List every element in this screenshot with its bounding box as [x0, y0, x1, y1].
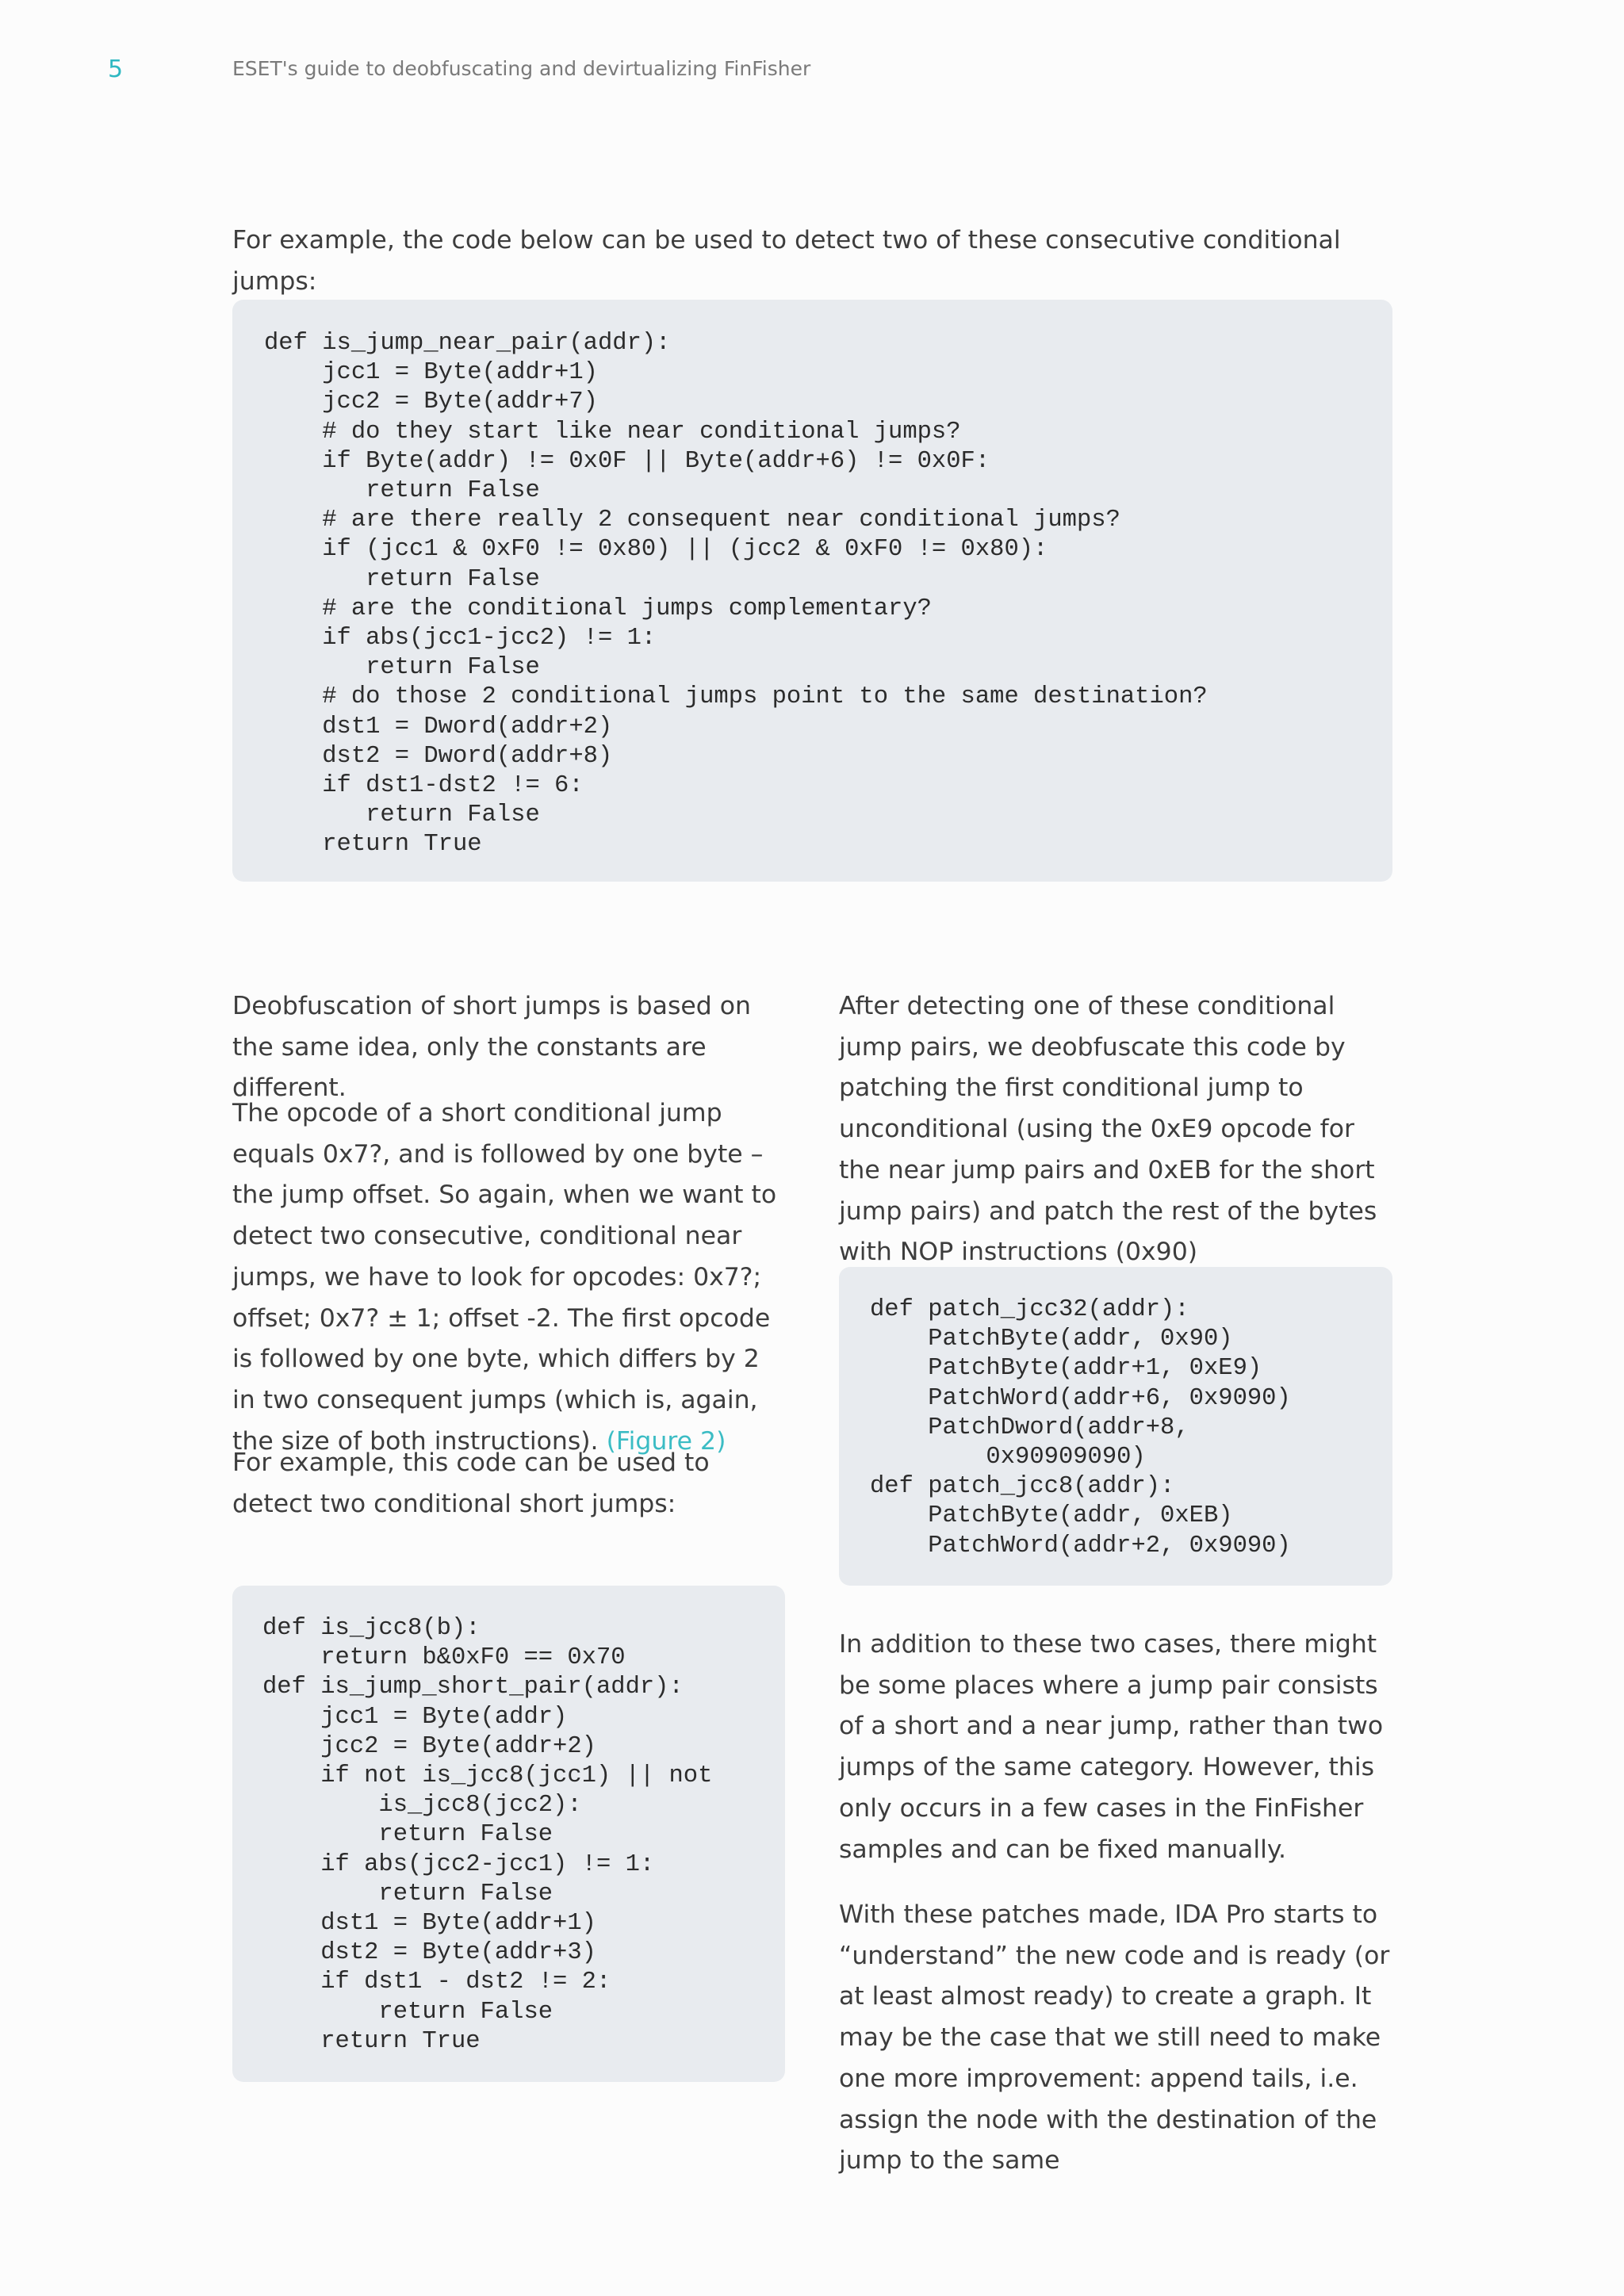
left-paragraph-1: Deobfuscation of short jumps is based on the same idea, only the constants are different. — [232, 992, 752, 1103]
code-line: return b&0xF0 == 0x70 — [262, 1644, 626, 1672]
code-line: return True — [262, 2027, 481, 2055]
code-line: PatchDword(addr+8, — [870, 1414, 1189, 1441]
left-paragraph-2 — [232, 1093, 787, 1462]
code-line: is_jcc8(jcc2): — [262, 1792, 582, 1820]
left-paragraph-3: For example, this code can be used to detect two conditional short jumps: — [232, 1448, 710, 1518]
code-line: dst1 = Dword(addr+2) — [264, 713, 613, 740]
code-line: dst2 = Dword(addr+8) — [264, 742, 613, 770]
code-block-near-pair — [232, 300, 1392, 882]
code-line: def is_jcc8(b): — [262, 1615, 481, 1642]
code-block-short-pair — [232, 1586, 785, 2082]
code-line: def is_jump_near_pair(addr): — [264, 330, 671, 357]
page-number: 5 — [108, 55, 124, 83]
code-near-pair — [264, 329, 1361, 860]
intro-paragraph: For example, the code below can be used to detect two of these consecutive conditional jumps: — [232, 226, 1341, 296]
code-line: PatchByte(addr+1, 0xE9) — [870, 1355, 1262, 1383]
code-line: if (jcc1 & 0xF0 != 0x80) || (jcc2 & 0xF0 != 0x80): — [264, 536, 1048, 564]
right-paragraph-3: With these patches made, IDA Pro starts to “understand” the new code and is ready (or at least almost ready) to create a graph. It may be the case that we still need to make one more improvement: append tails, i.e. assign the node with the destination of the jump to the same — [839, 1900, 1390, 2175]
code-line: PatchByte(addr, 0x90) — [870, 1326, 1233, 1353]
right-paragraph-2: In addition to these two cases, there might be some places where a jump pair consists of a short and a near jump, rather than two jumps of the same category. However, this only occurs in a few cases in the FinFisher samples and can be fixed manually. — [839, 1630, 1384, 1864]
code-line: jcc1 = Byte(addr+1) — [264, 359, 598, 387]
code-line: return False — [262, 1998, 553, 2026]
code-line: PatchByte(addr, 0xEB) — [870, 1502, 1233, 1530]
code-line: jcc2 = Byte(addr+7) — [264, 388, 598, 416]
code-line: jcc1 = Byte(addr) — [262, 1703, 568, 1731]
code-patch — [870, 1295, 1362, 1561]
code-line: # are the conditional jumps complementary? — [264, 595, 932, 622]
code-line: def is_jump_short_pair(addr): — [262, 1674, 684, 1701]
code-line: if abs(jcc2-jcc1) != 1: — [262, 1850, 655, 1878]
code-line: # are there really 2 consequent near conditional jumps? — [264, 507, 1120, 534]
running-header: ESET's guide to deobfuscating and devirtualizing FinFisher — [232, 57, 811, 80]
code-line: return False — [264, 802, 540, 829]
code-line: if not is_jcc8(jcc1) || not — [262, 1762, 713, 1790]
code-line: if Byte(addr) != 0x0F || Byte(addr+6) != 0x0F: — [264, 447, 990, 475]
code-line: # do they start like near conditional jumps? — [264, 418, 961, 446]
code-line: def patch_jcc32(addr): — [870, 1296, 1189, 1323]
code-line: dst1 = Byte(addr+1) — [262, 1910, 596, 1938]
code-line: dst2 = Byte(addr+3) — [262, 1939, 596, 1967]
code-line: 0x90909090) — [870, 1444, 1146, 1471]
code-line: return True — [264, 831, 482, 859]
code-line: return False — [262, 1821, 553, 1849]
code-line: PatchWord(addr+6, 0x9090) — [870, 1384, 1291, 1412]
code-line: PatchWord(addr+2, 0x9090) — [870, 1532, 1291, 1559]
code-line: if dst1 - dst2 != 2: — [262, 1969, 611, 1996]
code-short-pair — [262, 1614, 755, 2057]
figure-2-link[interactable]: (Figure 2) — [606, 1426, 726, 1456]
code-line: return False — [264, 477, 540, 505]
code-block-patch — [839, 1267, 1392, 1586]
code-line: if abs(jcc1-jcc2) != 1: — [264, 625, 657, 652]
code-line: return False — [264, 654, 540, 682]
left-paragraph-2-text: The opcode of a short conditional jump equals 0x7?, and is followed by one byte – the jump offset. So again, when we want to detect two consecutive, conditional near jumps, we have to look for opcodes: 0x7?; offset; 0x7? ± 1; offset -2. The first opcode is followed by one byte, which differs by 2 in two consequent jumps (which is, again, the size of both instructions). — [232, 1099, 777, 1456]
code-line: # do those 2 conditional jumps point to the same destination? — [264, 683, 1208, 711]
right-paragraph-1: After detecting one of these conditional jump pairs, we deobfuscate this code by patching the first conditional jump to unconditional (using the 0xE9 opcode for the near jump pairs and 0xEB for the short jump pairs) and patch the rest of the bytes with NOP instructions (0x90) — [839, 992, 1377, 1267]
code-line: def patch_jcc8(addr): — [870, 1473, 1175, 1501]
code-line: jcc2 = Byte(addr+2) — [262, 1732, 596, 1760]
code-line: return False — [264, 565, 540, 593]
code-line: return False — [262, 1880, 553, 1908]
code-line: if dst1-dst2 != 6: — [264, 772, 584, 800]
